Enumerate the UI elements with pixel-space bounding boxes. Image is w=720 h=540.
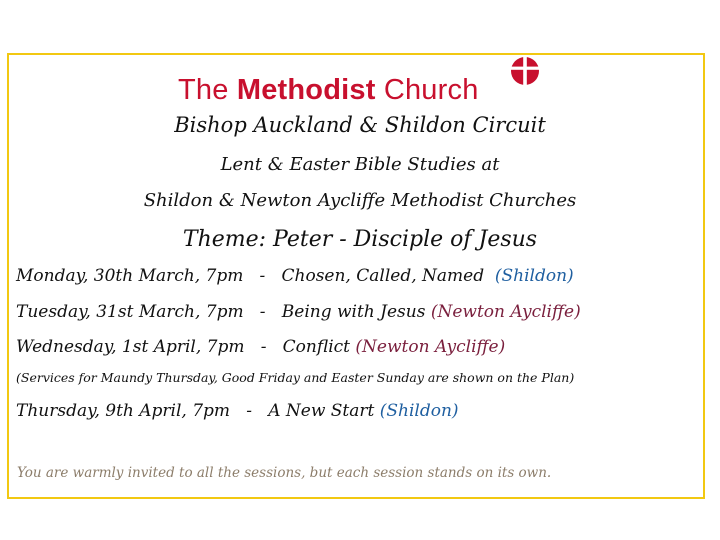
orb-and-cross-icon [510, 56, 540, 86]
logo-prefix: The [178, 74, 237, 106]
session-location: (Newton Aycliffe) [355, 337, 506, 357]
methodist-church-logo [178, 74, 479, 107]
session-details: Tuesday, 31st March, 7pm - Being with Jesus [16, 302, 431, 322]
theme-heading: Theme: Peter - Disciple of Jesus [182, 227, 538, 252]
session-row [16, 266, 574, 286]
invitation-text: You are warmly invited to all the sessions, but each session stands on its own. [17, 465, 552, 481]
session-row [16, 302, 581, 322]
session-details: Wednesday, 1st April, 7pm - Conflict [16, 337, 356, 357]
session-row [16, 401, 459, 421]
session-location: (Shildon) [379, 401, 459, 421]
session-location: (Newton Aycliffe) [430, 302, 581, 322]
session-details: Monday, 30th March, 7pm - Chosen, Called, Named [16, 266, 495, 286]
services-note: (Services for Maundy Thursday, Good Friday and Easter Sunday are shown on the Plan) [16, 370, 575, 385]
session-row [16, 337, 505, 357]
session-location: (Shildon) [494, 266, 574, 286]
studies-heading: Lent & Easter Bible Studies at [220, 154, 500, 175]
circuit-title: Bishop Auckland & Shildon Circuit [174, 113, 546, 137]
logo-strong: Methodist [236, 74, 376, 106]
churches-heading: Shildon & Newton Aycliffe Methodist Churches [143, 190, 577, 211]
logo-suffix: Church [375, 74, 479, 106]
session-details: Thursday, 9th April, 7pm - A New Start [16, 401, 380, 421]
